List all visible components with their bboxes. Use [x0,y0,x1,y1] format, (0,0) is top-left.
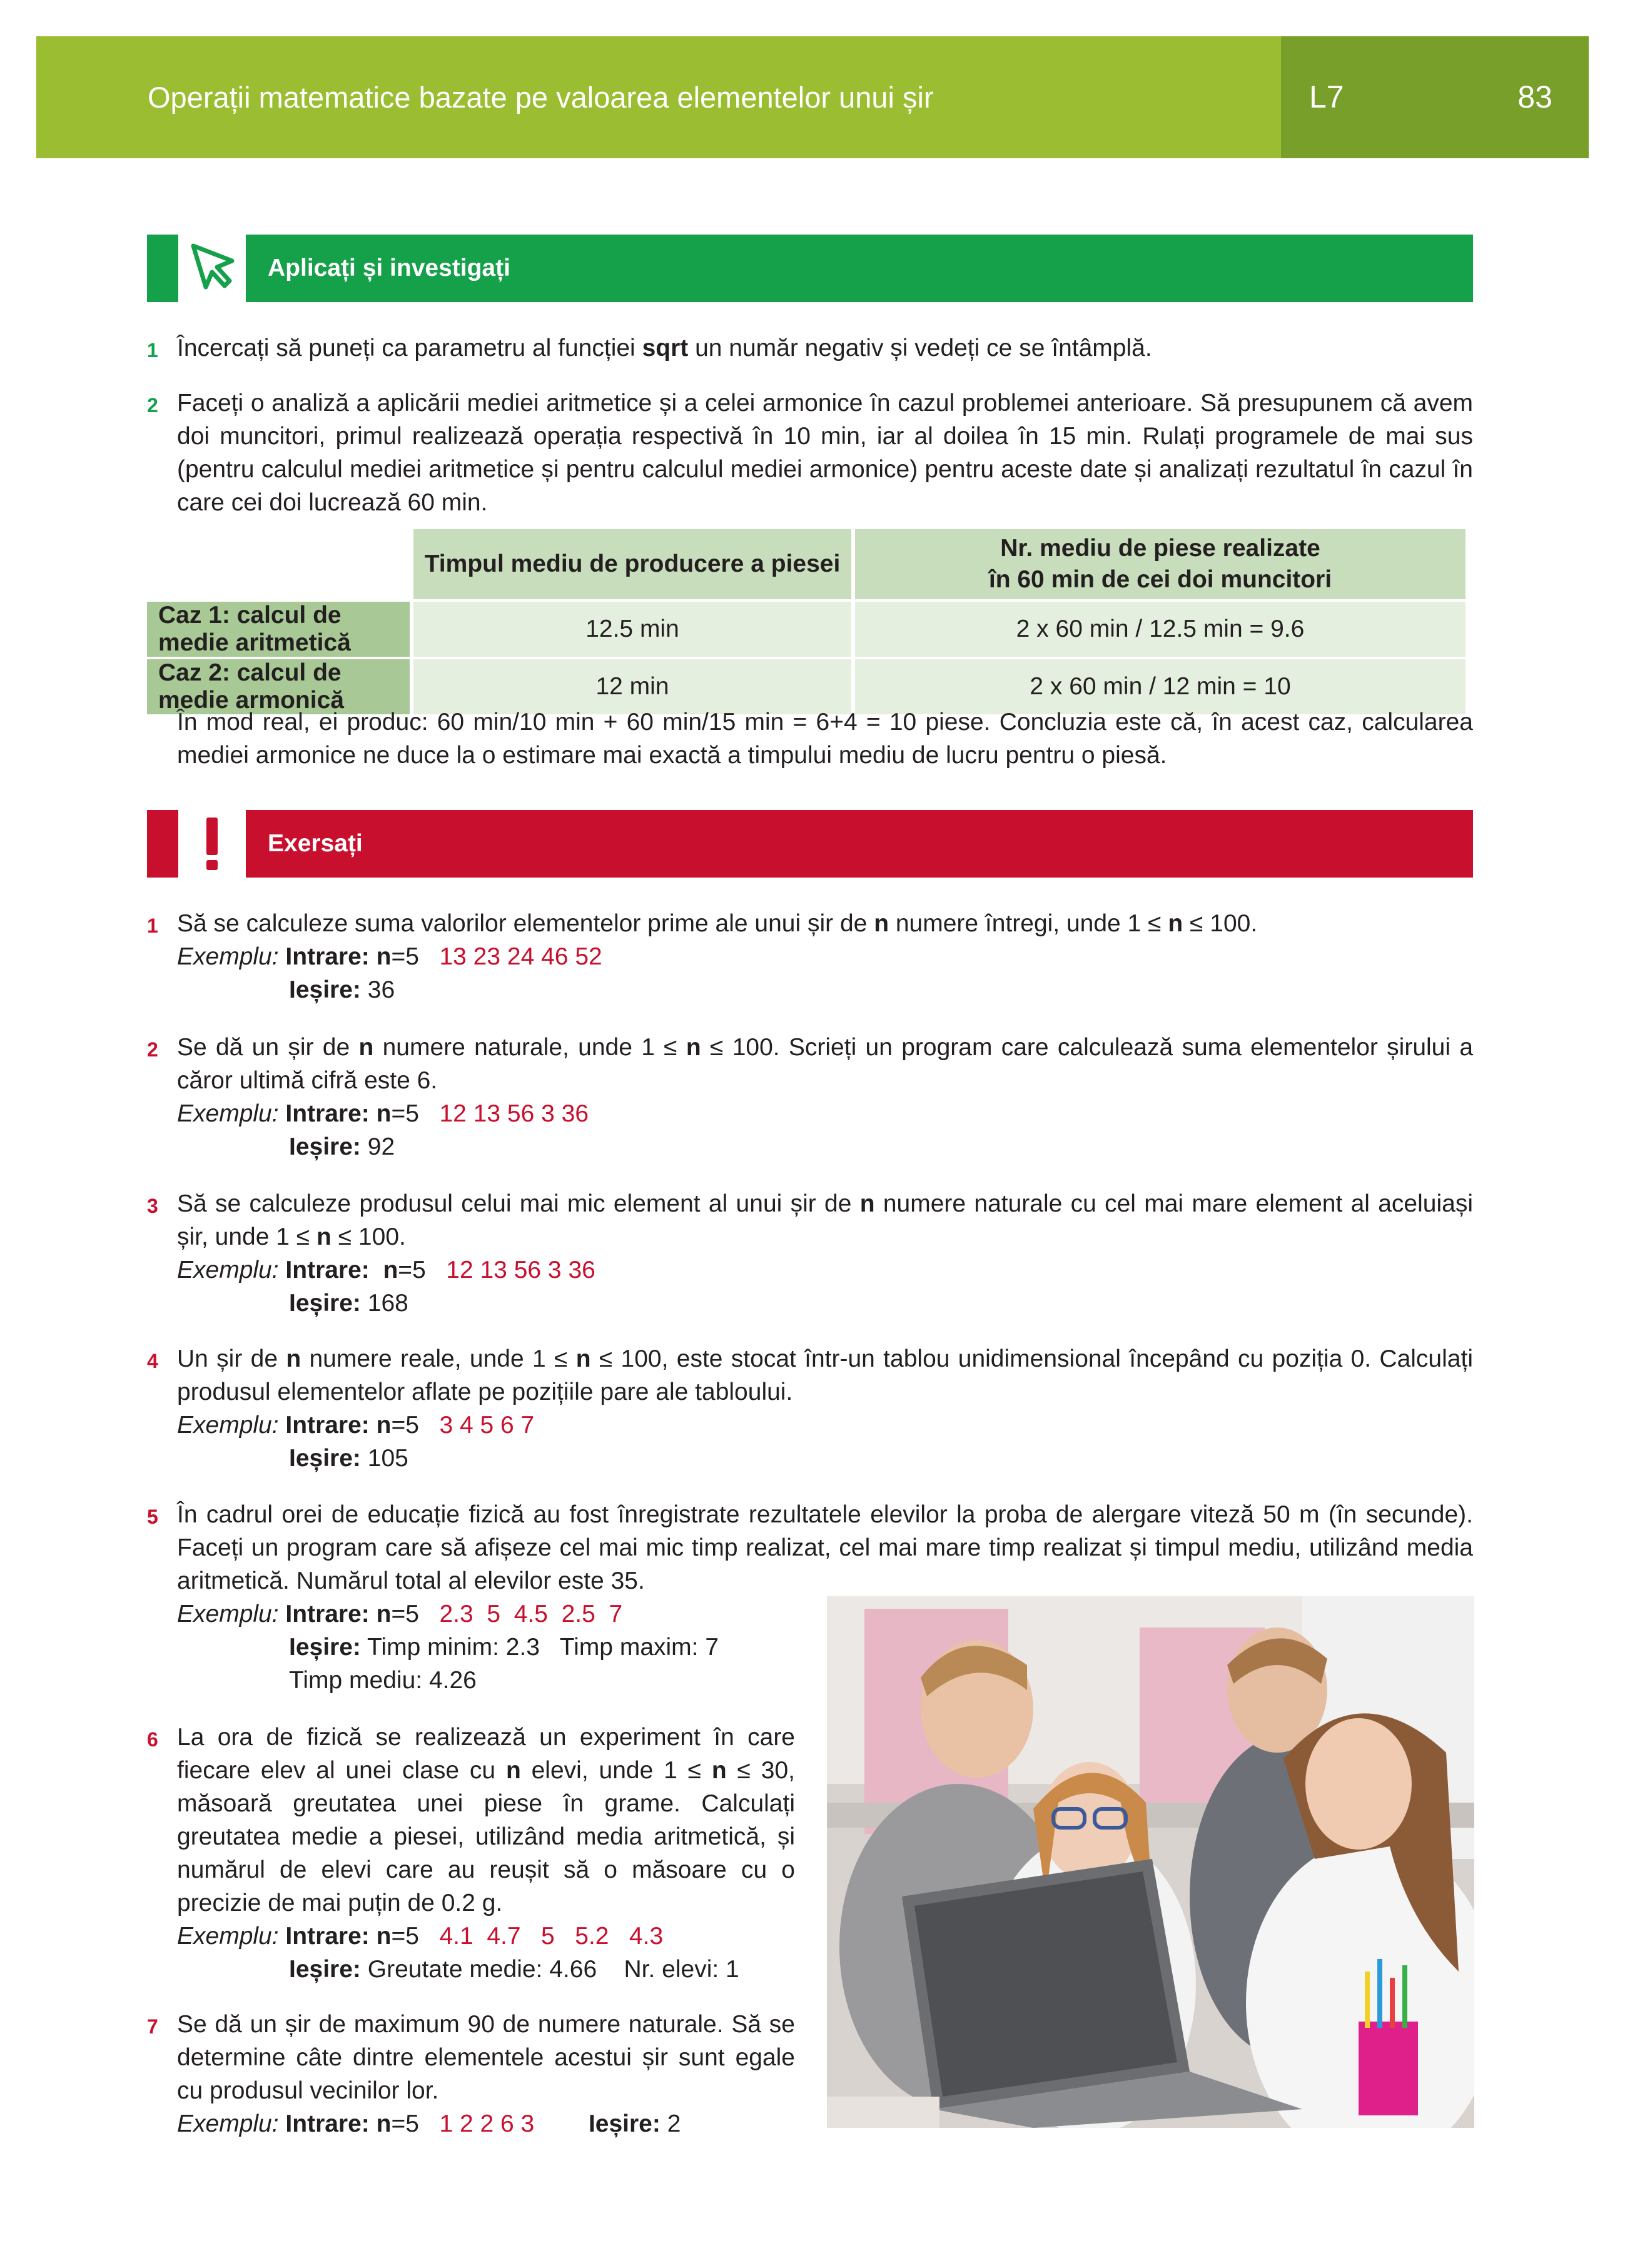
example-output: Ieșire: 92 [289,1133,395,1160]
section-bar [246,235,1473,302]
section-header-exercise [147,810,1473,878]
section-header-apply [147,235,1473,302]
comparison-table [143,527,1469,717]
item-number: 1 [147,339,158,362]
exercise-number: 1 [147,914,158,937]
example-input: Exemplu: Intrare: n=5 12 13 56 3 36 [177,1257,595,1283]
section-title: Exersați [268,830,363,857]
page-number: 83 [1517,79,1552,114]
exercise-number: 2 [147,1038,158,1061]
table-cell: 12 min [413,659,851,714]
example-output: Ieșire: 105 [289,1445,408,1472]
example-output: Ieșire: Greutate medie: 4.66 Nr. elevi: 1 [289,1956,739,1983]
exercise-text: Se dă un șir de maximum 90 de numere naturale. Să se determine câte dintre elementele acestui șir sunt egale cu produsul vecinilor lor. [177,2011,795,2104]
example-input: Exemplu: Intrare: n=5 1 2 2 6 3 Ieșire: 2 [177,2110,681,2137]
header-right-block [1281,36,1589,158]
conclusion-text: În mod real, ei produc: 60 min/10 min + 60 min/15 min = 6+4 = 10 piese. Concluzia este că, în acest caz, calcularea mediei armonice ne duce la o estimare mai exactă a timpului mediu de lucru pentru o piesă. [177,709,1473,769]
exercise-text: La ora de fizică se realizează un experiment în care fiecare elev al unei clase cu n elevi, unde 1 ≤ n ≤ 30, măsoară greutatea unei piese în grame. Calculați greutatea medie a piesei, utilizând media aritmetică, și numărul de elevi care au reușit să o măsoare cu o precizie de mai puțin de 0.2 g. [177,1724,795,1916]
students-laptop-photo [827,1596,1474,2128]
exercise-text: Să se calculeze produsul celui mai mic element al unui șir de n numere naturale cu cel mai mare element al aceluiași șir, unde 1 ≤ n ≤ 100. [177,1190,1473,1250]
exercise-number: 7 [147,2015,158,2038]
table-header: Nr. mediu de piese realizate în 60 min de cei doi muncitori [855,529,1466,599]
example-input: Exemplu: Intrare: n=5 2.3 5 4.5 2.5 7 [177,1601,623,1628]
exercise-number: 6 [147,1728,158,1751]
row-label: Caz 2: calcul de medie armonică [147,659,410,714]
page-header [36,36,1589,158]
exercise-number: 5 [147,1506,158,1528]
example-input: Exemplu: Intrare: n=5 3 4 5 6 7 [177,1412,535,1439]
section-title: Aplicați și investigați [268,255,510,281]
exercise-text: Se dă un șir de n numere naturale, unde 1 ≤ n ≤ 100. Scrieți un program care calculează suma elementelor șirului a căror ultimă cifră este 6. [177,1034,1474,1094]
item-number: 2 [147,394,158,417]
example-input: Exemplu: Intrare: n=5 4.1 4.7 5 5.2 4.3 [177,1923,664,1950]
cursor-icon [178,235,246,302]
example-input: Exemplu: Intrare: n=5 12 13 56 3 36 [177,1100,589,1127]
table-header: Timpul mediu de producere a piesei [413,529,851,599]
row-label: Caz 1: calcul de medie aritmetică [147,602,410,657]
table-cell: 12.5 min [413,602,851,657]
table-cell: 2 x 60 min / 12 min = 10 [855,659,1466,714]
section-bar [246,810,1473,878]
example-output: Ieșire: 168 [289,1290,408,1317]
section-tab [147,810,178,878]
example-input: Exemplu: Intrare: n=5 13 23 24 46 52 [177,943,602,970]
exercise-text: În cadrul orei de educație fizică au fost înregistrate rezultatele elevilor la proba de alergare viteză 50 m (în secunde). Faceți un program care să afișeze cel mai mic timp realizat, cel mai mare timp realizat și timpul mediu, utilizând media aritmetică. Numărul total al elevilor este 35. [177,1501,1473,1594]
table-cell: 2 x 60 min / 12.5 min = 9.6 [855,602,1466,657]
example-output-line2: Timp mediu: 4.26 [289,1667,477,1694]
section-tab [147,235,178,302]
exercise-number: 3 [147,1195,158,1217]
exclamation-icon [178,810,246,878]
lesson-label: L7 [1309,79,1344,114]
exercise-number: 4 [147,1350,158,1372]
chapter-title: Operații matematice bazate pe valoarea elementelor unui șir [148,81,934,114]
exercise-text: Un șir de n numere reale, unde 1 ≤ n ≤ 100, este stocat într-un tablou unidimensional începând cu poziția 0. Calculați produsul elementelor aflate pe pozițiile pare ale tabloului. [177,1345,1473,1405]
example-output: Ieșire: 36 [289,976,395,1003]
example-output: Ieșire: Timp minim: 2.3 Timp maxim: 7 [289,1634,719,1661]
exercise-text: Să se calculeze suma valorilor elementelor prime ale unui șir de n numere întregi, unde 1 ≤ n ≤ 100. [177,910,1258,937]
item-text: Faceți o analiză a aplicării mediei aritmetice și a celei armonice în cazul problemei anterioare. Să presupunem că avem doi muncitori, primul realizează operația respectivă în 10 min, iar al doilea în 15 min. Rulați programele de mai sus (pentru calculul mediei aritmetice și pentru calculul mediei armonice) pentru aceste date și analizați rezultatul în cazul în care cei doi lucrează 60 min. [177,390,1473,516]
item-text: Încercați să puneți ca parametru al funcției sqrt un număr negativ și vedeți ce se întâmplă. [177,335,1152,362]
table-row [147,602,1466,657]
